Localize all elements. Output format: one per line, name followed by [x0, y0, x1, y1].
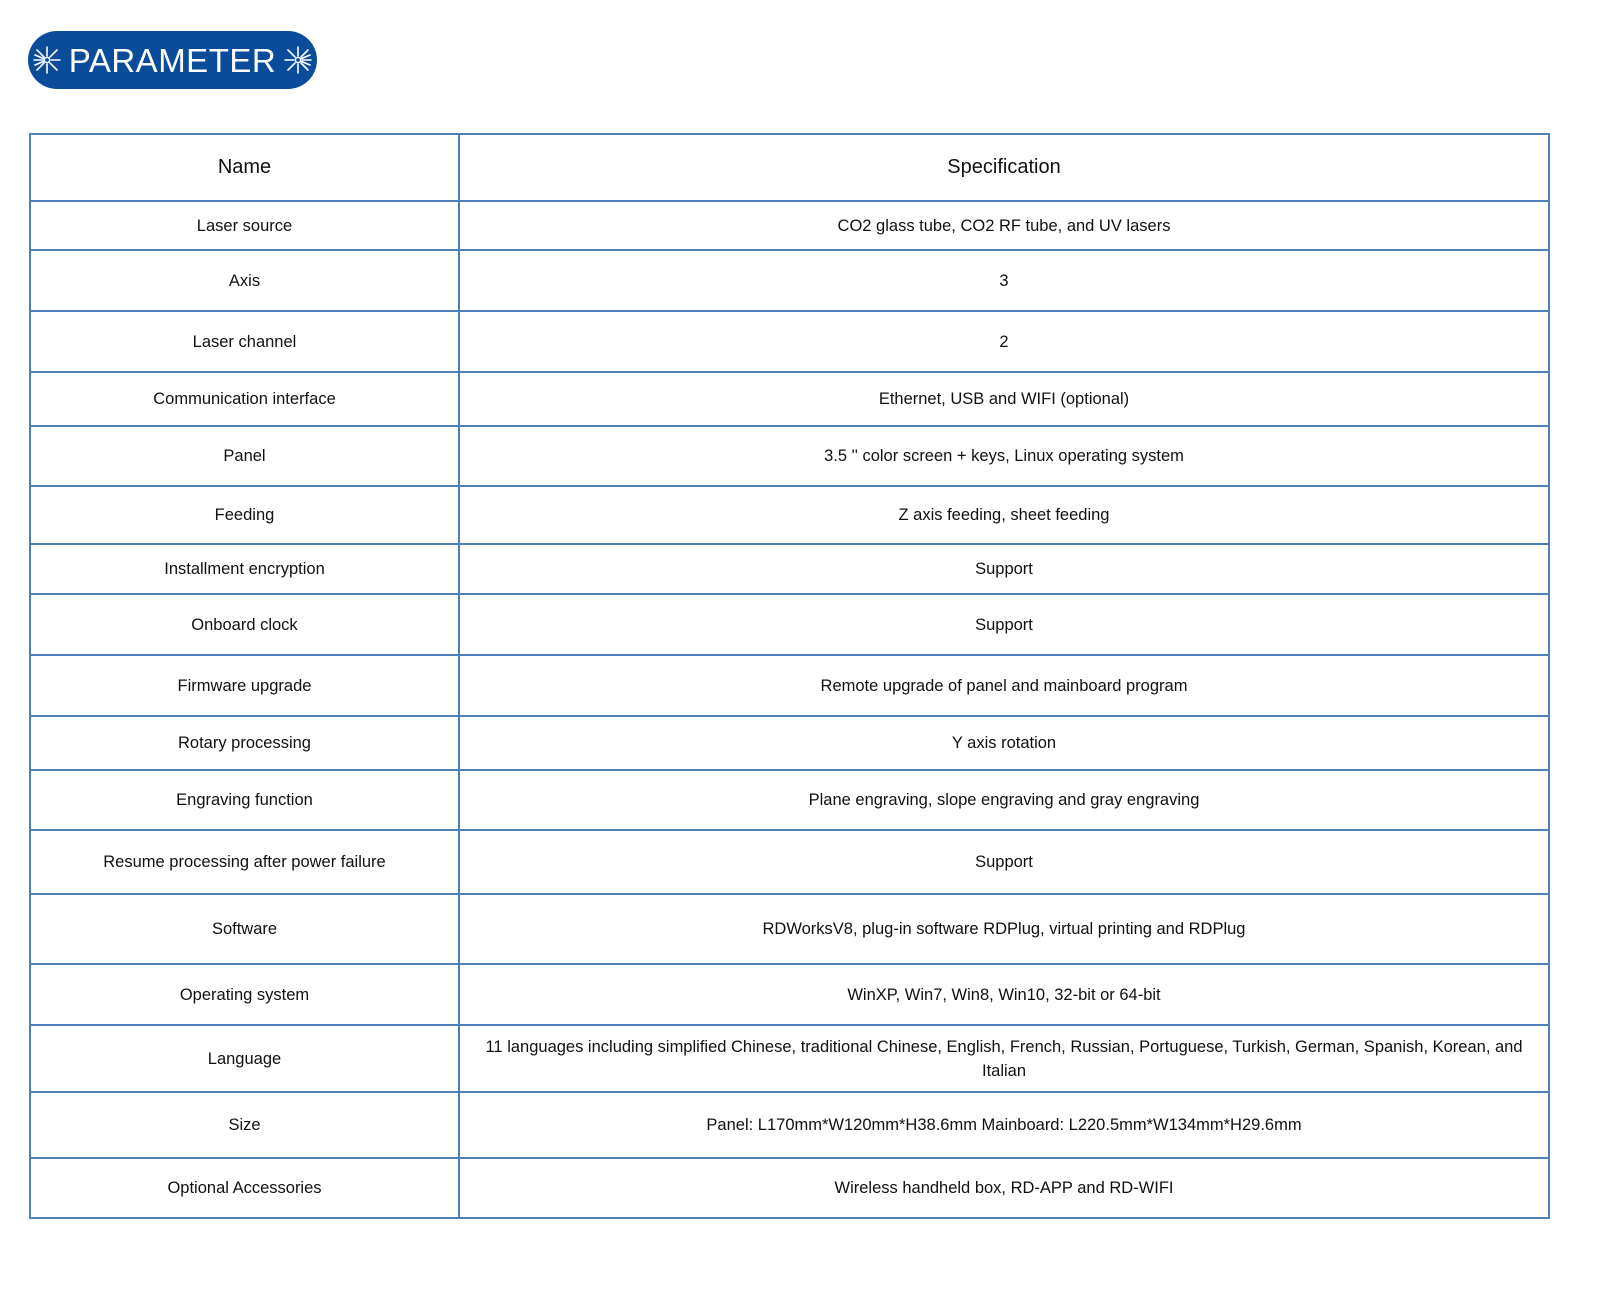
- row-spec-cell: Ethernet, USB and WIFI (optional): [459, 372, 1549, 426]
- table-row: [30, 964, 1549, 1025]
- row-name-cell: Feeding: [30, 486, 459, 544]
- table-row: [30, 372, 1549, 426]
- starburst-icon: [283, 45, 313, 75]
- row-name-cell: Laser channel: [30, 311, 459, 372]
- row-spec-cell: Z axis feeding, sheet feeding: [459, 486, 1549, 544]
- table-row: [30, 1092, 1549, 1158]
- row-spec-cell: Remote upgrade of panel and mainboard program: [459, 655, 1549, 716]
- table-header-row: [30, 134, 1549, 201]
- table-row: [30, 426, 1549, 486]
- table-row: [30, 1025, 1549, 1092]
- row-name-cell: Software: [30, 894, 459, 964]
- table-row: [30, 201, 1549, 250]
- row-name-cell: Rotary processing: [30, 716, 459, 770]
- parameter-badge: [28, 31, 317, 89]
- row-spec-cell: Wireless handheld box, RD-APP and RD-WIFI: [459, 1158, 1549, 1218]
- starburst-icon: [32, 45, 62, 75]
- row-spec-cell: 3.5 '' color screen + keys, Linux operating system: [459, 426, 1549, 486]
- column-header-name: Name: [30, 134, 459, 201]
- row-spec-cell: 3: [459, 250, 1549, 311]
- row-spec-cell: Panel: L170mm*W120mm*H38.6mm Mainboard: L220.5mm*W134mm*H29.6mm: [459, 1092, 1549, 1158]
- table-row: [30, 594, 1549, 655]
- row-name-cell: Size: [30, 1092, 459, 1158]
- table-row: [30, 716, 1549, 770]
- table-row: [30, 830, 1549, 894]
- row-name-cell: Resume processing after power failure: [30, 830, 459, 894]
- row-spec-cell: RDWorksV8, plug-in software RDPlug, virtual printing and RDPlug: [459, 894, 1549, 964]
- row-name-cell: Engraving function: [30, 770, 459, 830]
- row-name-cell: Axis: [30, 250, 459, 311]
- specification-table: [29, 133, 1550, 1219]
- row-name-cell: Panel: [30, 426, 459, 486]
- table-row: [30, 655, 1549, 716]
- row-name-cell: Optional Accessories: [30, 1158, 459, 1218]
- row-name-cell: Installment encryption: [30, 544, 459, 594]
- row-spec-cell: 2: [459, 311, 1549, 372]
- row-name-cell: Operating system: [30, 964, 459, 1025]
- row-spec-cell: Support: [459, 830, 1549, 894]
- table-row: [30, 544, 1549, 594]
- row-spec-cell: WinXP, Win7, Win8, Win10, 32-bit or 64-bit: [459, 964, 1549, 1025]
- table-row: [30, 311, 1549, 372]
- table-row: [30, 770, 1549, 830]
- table-row: [30, 1158, 1549, 1218]
- table-row: [30, 486, 1549, 544]
- row-name-cell: Communication interface: [30, 372, 459, 426]
- table-row: [30, 250, 1549, 311]
- row-spec-cell: CO2 glass tube, CO2 RF tube, and UV lasers: [459, 201, 1549, 250]
- row-spec-cell: Plane engraving, slope engraving and gray engraving: [459, 770, 1549, 830]
- page-title: PARAMETER: [68, 42, 277, 79]
- row-spec-cell: Support: [459, 544, 1549, 594]
- row-name-cell: Onboard clock: [30, 594, 459, 655]
- row-spec-cell: Support: [459, 594, 1549, 655]
- row-spec-cell: 11 languages including simplified Chinese, traditional Chinese, English, French, Russian, Portuguese, Turkish, German, Spanish, Korean, and Italian: [459, 1025, 1549, 1092]
- row-spec-cell: Y axis rotation: [459, 716, 1549, 770]
- table-row: [30, 894, 1549, 964]
- row-name-cell: Firmware upgrade: [30, 655, 459, 716]
- row-name-cell: Language: [30, 1025, 459, 1092]
- column-header-specification: Specification: [459, 134, 1549, 201]
- row-name-cell: Laser source: [30, 201, 459, 250]
